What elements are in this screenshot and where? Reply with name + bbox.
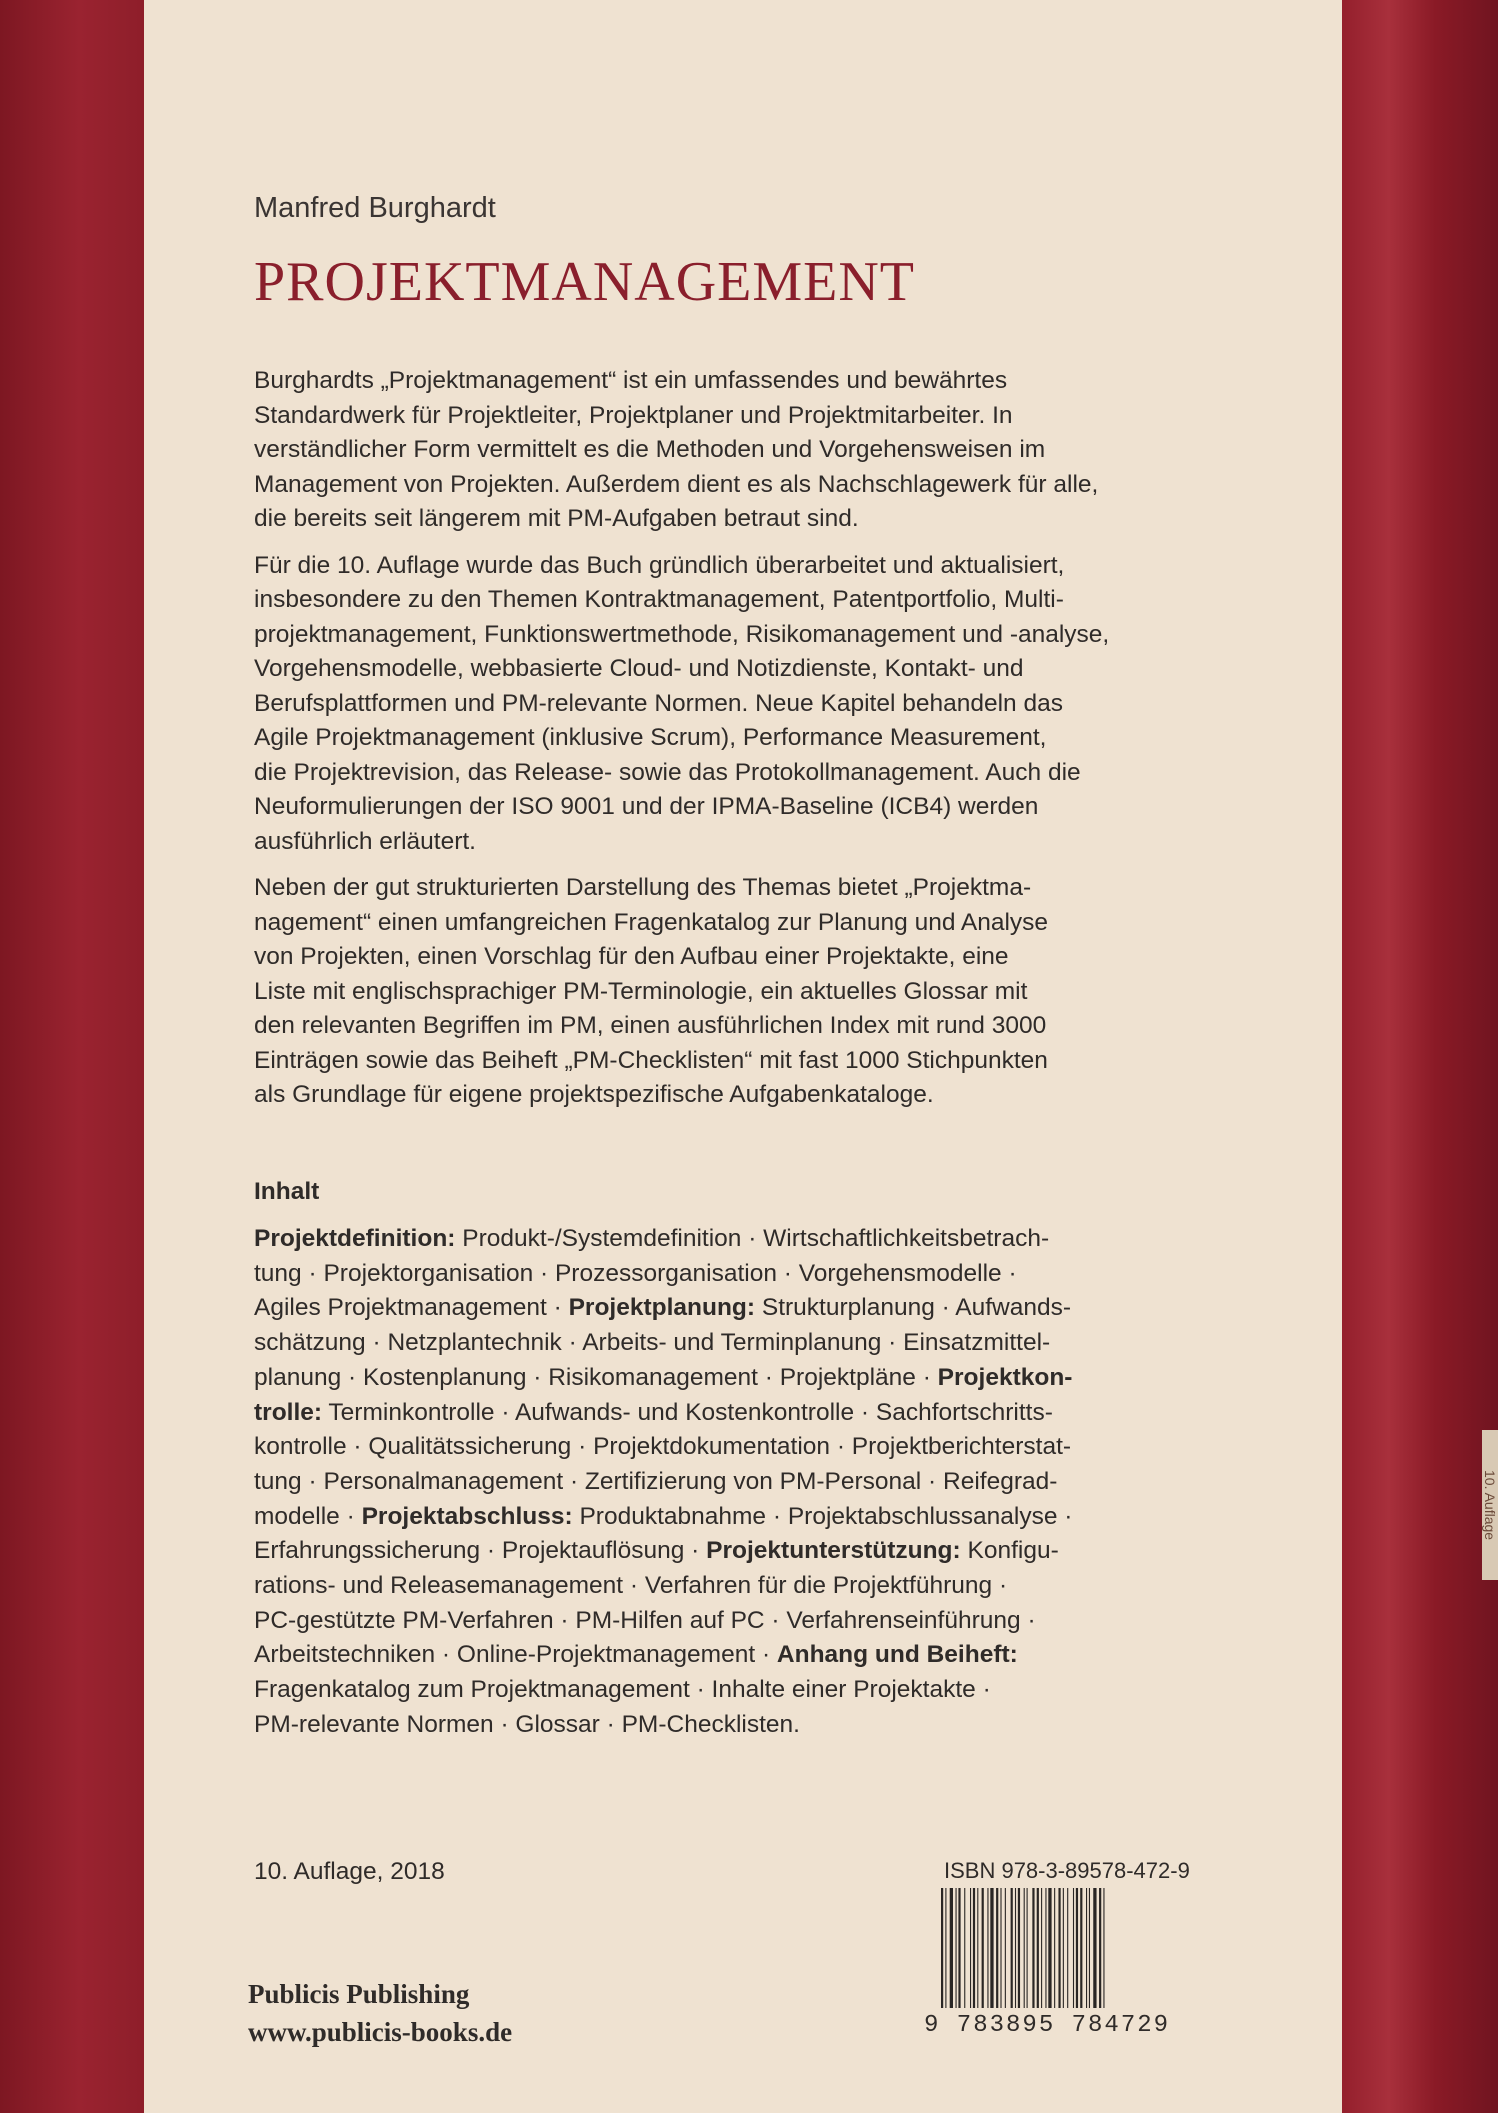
barcode-bar (1089, 1888, 1090, 2008)
contents-text: Agiles Projektmanagement · (254, 1294, 569, 1322)
contents-line (254, 1257, 1314, 1292)
barcode-bar (964, 1888, 965, 2008)
blurb-line: Neben der gut strukturierten Darstellung des Themas bietet „Projektma- (254, 874, 1032, 901)
barcode-bar (1054, 1888, 1055, 2008)
contents-text: PC-gestützte PM-Verfahren · PM-Hilfen auf PC · Verfahrenseinführung · (254, 1606, 1036, 1634)
blurb-line: als Grundlage für eigene projektspezifische Aufgabenkataloge. (254, 1081, 934, 1108)
contents-text: Strukturplanung · Aufwands- (755, 1294, 1072, 1322)
contents-line (254, 1430, 1314, 1465)
barcode-bar (990, 1888, 993, 2008)
blurb-line: Für die 10. Auflage wurde das Buch gründlich überarbeitet und aktualisiert, (254, 551, 1065, 579)
blurb-line: von Projekten, einen Vorschlag für den Aufbau einer Projektakte, eine (254, 943, 1009, 970)
barcode-bar (977, 1888, 978, 2008)
blurb-line: Standardwerk für Projektleiter, Projektplaner und Projektmitarbeiter. In (254, 401, 1013, 429)
contents-text: Arbeitstechniken · Online-Projektmanagement · (254, 1641, 777, 1669)
contents-line (254, 1569, 1314, 1604)
blurb-paragraph-1 (254, 364, 1304, 537)
blurb-line: Vorgehensmodelle, webbasierte Cloud- und Notizdienste, Kontakt- und (254, 655, 1024, 682)
contents-line (254, 1604, 1314, 1639)
contents-text: Fragenkatalog zum Projektmanagement · Inhalte einer Projektakte · (254, 1676, 991, 1704)
contents-line (254, 1291, 1314, 1326)
barcode-bar (1099, 1888, 1101, 2008)
blurb-line: den relevanten Begriffen im PM, einen ausführlichen Index mit rund 3000 (254, 1012, 1047, 1039)
blurb-line: Berufsplattformen und PM-relevante Normen. Neue Kapitel behandeln das (254, 689, 1063, 717)
barcode-digits: 9 783895 784729 (924, 2012, 1171, 2039)
barcode-bar (1067, 1888, 1068, 2008)
contents-text: planung · Kostenplanung · Risikomanagement · Projektpläne · (254, 1363, 938, 1391)
blurb-line: Liste mit englischsprachiger PM-Terminologie, ein aktuelles Glossar mit (254, 977, 1028, 1005)
contents-section-heading: Projektplanung: (568, 1294, 756, 1322)
book-title: PROJEKTMANAGEMENT (254, 251, 915, 313)
blurb-line: die bereits seit längerem mit PM-Aufgaben betraut sind. (254, 505, 859, 532)
blurb-line: verständlicher Form vermittelt es die Methoden und Vorgehensweisen im (254, 436, 1046, 463)
blurb-line: ausführlich erläutert. (254, 827, 476, 855)
barcode-bar (996, 1888, 998, 2008)
contents-line (254, 1673, 1314, 1708)
blurb-line: die Projektrevision, das Release- sowie das Protokollmanagement. Auch die (254, 758, 1081, 786)
barcode-bar (1093, 1888, 1096, 2008)
blurb-line: nagement“ einen umfangreichen Fragenkatalog zur Planung und Analyse (254, 908, 1049, 936)
contents-line (254, 1326, 1314, 1361)
contents-section-heading: trolle: (254, 1398, 323, 1426)
barcode-bar (950, 1888, 953, 2008)
contents-text: Konfigu- (960, 1537, 1059, 1565)
blurb-line: Burghardts „Projektmanagement“ ist ein umfassendes und bewährtes (254, 367, 1008, 394)
contents-section-heading: Projektunterstützung: (706, 1537, 961, 1565)
barcode-bar (1041, 1888, 1042, 2008)
contents-text: schätzung · Netzplantechnik · Arbeits- und Terminplanung · Einsatzmittel- (254, 1329, 1051, 1357)
contents-text: Produktabnahme · Projektabschlussanalyse · (572, 1502, 1073, 1530)
contents-text: Erfahrungssicherung · Projektauflösung · (254, 1537, 707, 1565)
book-spine (1342, 0, 1498, 2113)
contents-line (254, 1396, 1314, 1431)
barcode-bar (956, 1888, 957, 2008)
contents-section-heading: Anhang und Beiheft: (776, 1641, 1018, 1669)
author-name: Manfred Burghardt (254, 192, 496, 224)
contents-list (254, 1222, 1314, 1743)
barcode-bar (1076, 1888, 1078, 2008)
barcode-bar (1032, 1888, 1034, 2008)
barcode-bar (1000, 1888, 1001, 2008)
blurb-paragraph-2 (254, 549, 1304, 860)
blurb-line: projektmanagement, Funktionswertmethode, Risikomanagement und -analyse, (254, 620, 1110, 648)
barcode-bar (1058, 1888, 1060, 2008)
blurb (254, 364, 1304, 1125)
barcode-bar (1063, 1888, 1064, 2008)
publisher-block (248, 1975, 512, 2051)
blurb-paragraph-3 (254, 871, 1304, 1113)
barcode-bar (1073, 1888, 1074, 2008)
barcode-bar (1048, 1888, 1051, 2008)
barcode-bar (1018, 1888, 1020, 2008)
contents-line (254, 1500, 1314, 1535)
blurb-line: insbesondere zu den Themen Kontraktmanagement, Patentportfolio, Multi- (254, 586, 1064, 613)
barcode-bar (1024, 1888, 1025, 2008)
barcode-image (939, 1888, 1164, 2008)
barcode-bar (987, 1888, 988, 2008)
barcode-bar (1005, 1888, 1006, 2008)
contents-line (254, 1708, 1314, 1743)
contents-text: tung · Personalmanagement · Zertifizierung von PM-Personal · Reifegrad- (254, 1467, 1058, 1495)
barcode-bar (1080, 1888, 1082, 2008)
barcode-bar (1103, 1888, 1104, 2008)
barcode-bar (941, 1888, 943, 2008)
contents-text: tung · Projektorganisation · Prozessorganisation · Vorgehensmodelle · (254, 1259, 1017, 1287)
blurb-line: Neuformulierungen der ISO 9001 und der IPMA-Baseline (ICB4) werden (254, 793, 1039, 820)
barcode-bar (1045, 1888, 1046, 2008)
contents-section-heading: Projektabschluss: (361, 1502, 573, 1530)
isbn-label: ISBN 978-3-89578-472-9 (944, 1858, 1190, 1883)
publisher-url: www.publicis-books.de (248, 2017, 513, 2047)
contents-line (254, 1222, 1314, 1257)
contents-text: Terminkontrolle · Aufwands- und Kostenkontrolle · Sachfortschritts- (322, 1398, 1053, 1426)
blurb-line: Einträgen sowie das Beiheft „PM-Checklisten“ mit fast 1000 Stichpunkten (254, 1046, 1048, 1074)
contents-text: PM-relevante Normen · Glossar · PM-Checklisten. (254, 1710, 800, 1738)
contents-section-heading: Projektdefinition: (254, 1225, 456, 1252)
edition-info: 10. Auflage, 2018 (254, 1858, 445, 1885)
barcode-bar (1086, 1888, 1087, 2008)
cover-left-edge (0, 0, 144, 2113)
barcode-bar (1027, 1888, 1028, 2008)
barcode-bar (1015, 1888, 1016, 2008)
barcode-bar (982, 1888, 984, 2008)
blurb-line: Management von Projekten. Außerdem dient es als Nachschlagewerk für alle, (254, 470, 1099, 498)
blurb-line: Agile Projektmanagement (inklusive Scrum), Performance Measurement, (254, 724, 1047, 751)
barcode-bar (970, 1888, 971, 2008)
contents-text: rations- und Releasemanagement · Verfahren für die Projektführung · (254, 1572, 1008, 1600)
contents-line (254, 1638, 1314, 1673)
barcode-bar (973, 1888, 975, 2008)
contents-text: Produkt-/Systemdefinition · Wirtschaftlichkeitsbetrach- (455, 1225, 1050, 1252)
contents-section-heading: Projektkon- (937, 1363, 1073, 1391)
barcode-bar (1037, 1888, 1039, 2008)
contents-line (254, 1465, 1314, 1500)
barcode-bar (945, 1888, 946, 2008)
barcode-bar (1011, 1888, 1013, 2008)
back-cover-page (144, 0, 1342, 2113)
contents-line (254, 1534, 1314, 1569)
contents-text: modelle · (254, 1502, 362, 1530)
contents-heading: Inhalt (254, 1178, 320, 1205)
contents-line (254, 1361, 1314, 1396)
barcode-bar (958, 1888, 960, 2008)
contents-text: kontrolle · Qualitätssicherung · Projektdokumentation · Projektberichterstat- (254, 1433, 1072, 1461)
publisher-name: Publicis Publishing (248, 1979, 470, 2009)
spine-label: 10. Auflage (1482, 1430, 1498, 1580)
